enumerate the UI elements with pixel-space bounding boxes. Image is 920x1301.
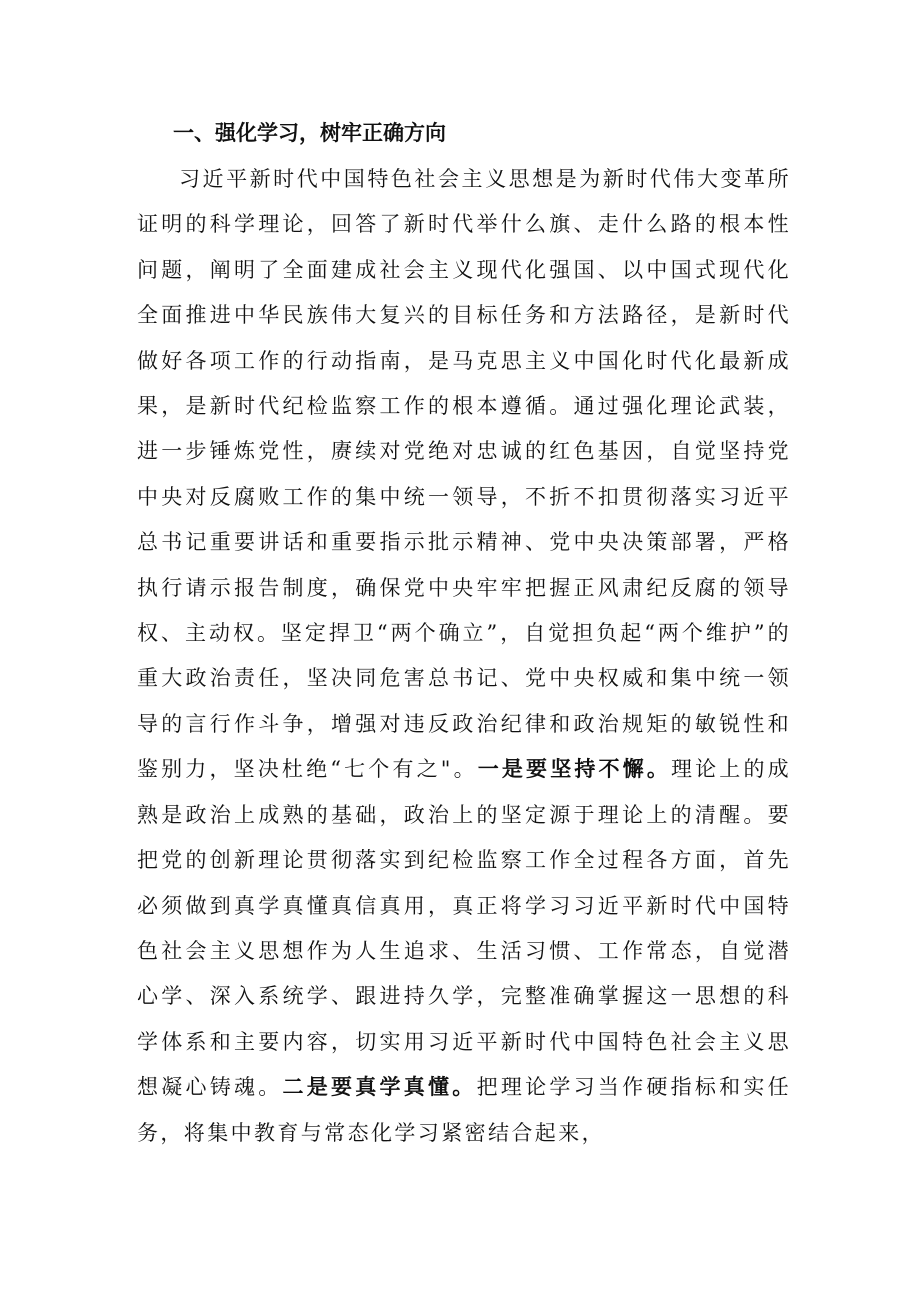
text-segment: 理论上的成熟是政治上成熟的基础，政治上的坚定源于理论上的清醒。要把党的创新理论贯彻落实到纪检监察工作全过程各方面，首先必须做到真学真懂真信真用，真正将学习习近平新时代中国特色社会主义思想作为人生追求、生活习惯、工作常态，自觉潜心学、深入系统学、跟进持久学，完整准确掌握这一思想的科学体系和主要内容，切实用习近平新时代中国特色社会主义思想凝心铸魂。 bbox=[137, 757, 792, 1100]
document-body bbox=[137, 113, 791, 1156]
bold-point-1: 一是要坚持不懈。 bbox=[477, 757, 671, 782]
bold-point-2: 二是要真学真懂。 bbox=[282, 1075, 477, 1100]
text-segment: 把理论学习当作硬指标和实任务，将集中教育与常态化学习紧密结合起来， bbox=[137, 1075, 792, 1145]
body-paragraph bbox=[137, 157, 791, 1156]
text-segment: 习近平新时代中国特色社会主义思想是为新时代伟大变革所证明的科学理论，回答了新时代举什么旗、走什么路的根本性问题，阐明了全面建成社会主义现代化强国、以中国式现代化全面推进中华民族伟大复兴的目标任务和方法路径，是新时代做好各项工作的行动指南，是马克思主义中国化时代化最新成果，是新时代纪检监察工作的根本遵循。通过强化理论武装，进一步锤炼党性，赓续对党绝对忠诚的红色基因，自觉坚持党中央对反腐败工作的集中统一领导，不折不扣贯彻落实习近平总书记重要讲话和重要指示批示精神、党中央决策部署，严格执行请示报告制度，确保党中央牢牢把握正风肃纪反腐的领导权、主动权。坚定捍卫“两个确立”，自觉担负起“两个维护”的重大政治责任，坚决同危害总书记、党中央权威和集中统一领导的言行作斗争，增强对违反政治纪律和政治规矩的敏锐性和鉴别力，坚决杜绝“七个有之"。 bbox=[137, 167, 791, 782]
section-heading: 一、强化学习，树牢正确方向 bbox=[173, 121, 446, 145]
